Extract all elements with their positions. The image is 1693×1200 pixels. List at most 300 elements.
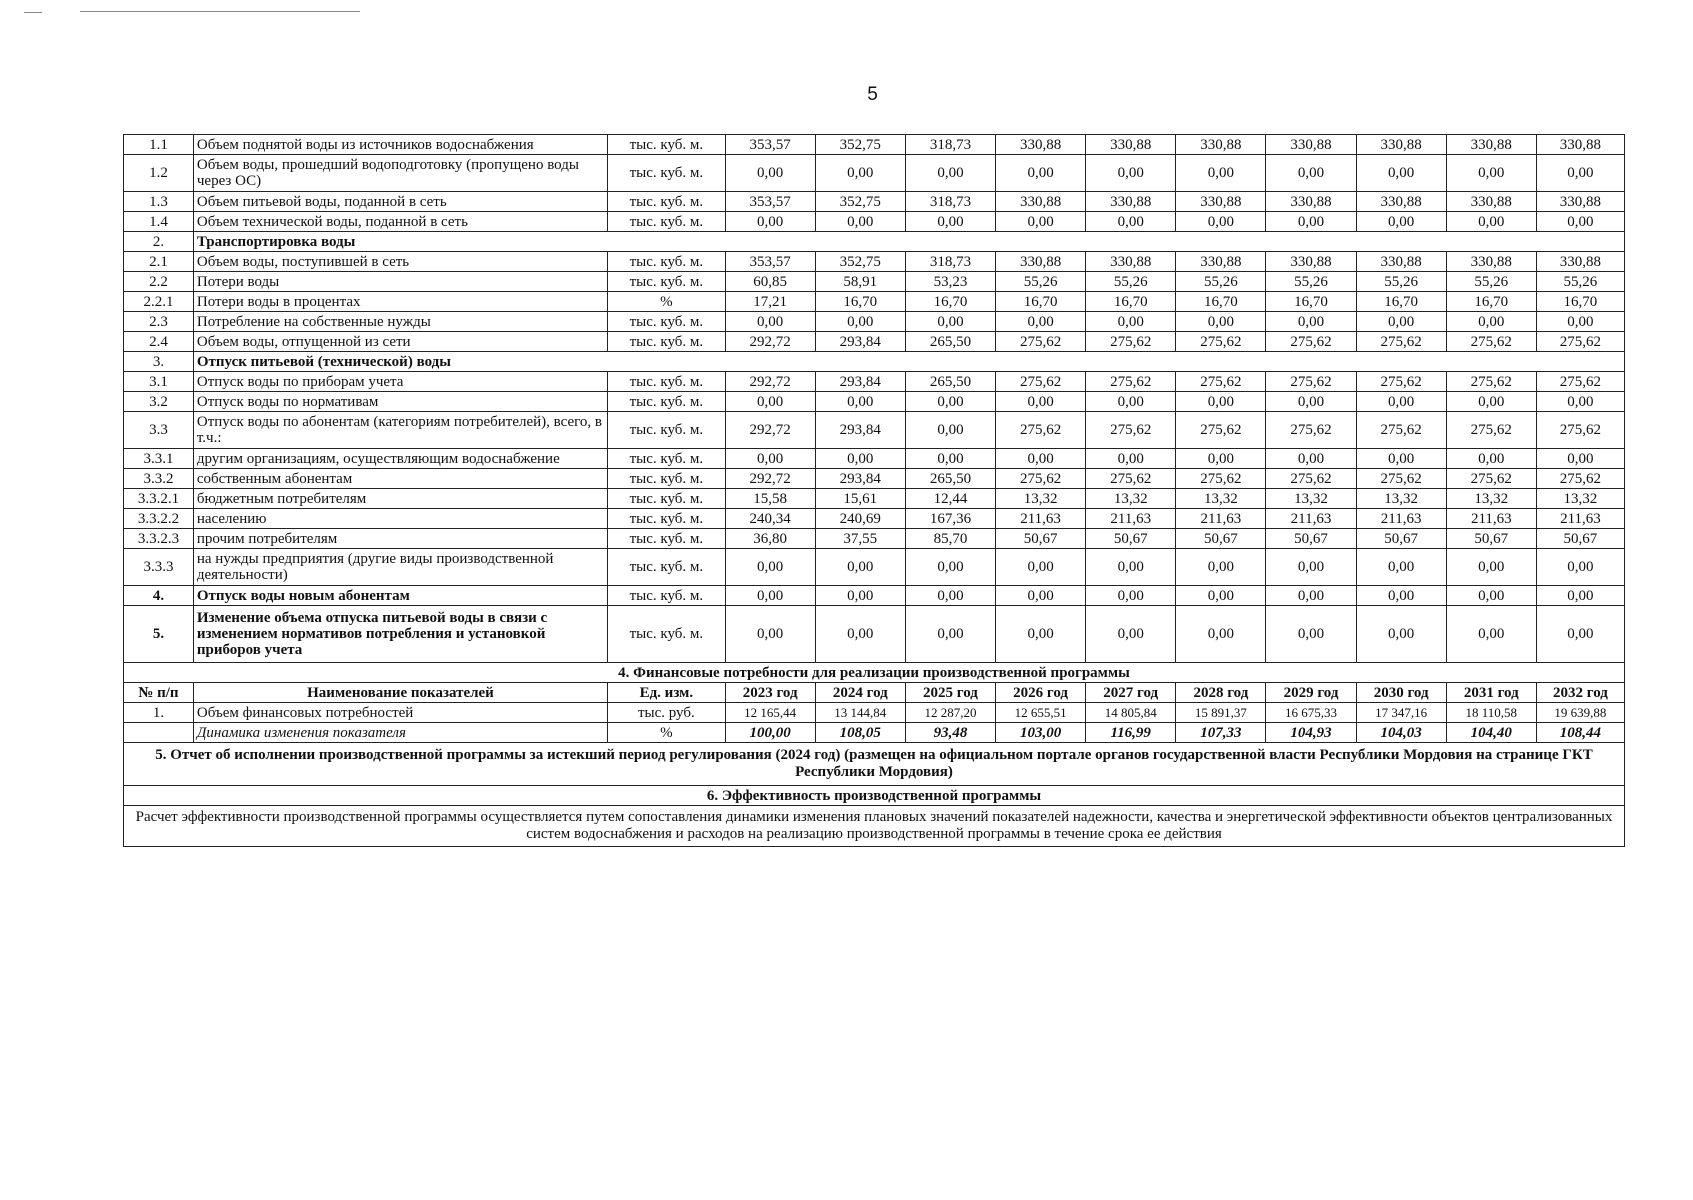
row-value: 0,00	[1446, 155, 1536, 192]
row-number: 2.1	[124, 252, 194, 272]
production-program-table	[123, 134, 1625, 847]
row-unit: тыс. куб. м.	[608, 155, 725, 192]
row-value: 107,33	[1176, 723, 1266, 743]
row-value: 0,00	[1356, 606, 1446, 663]
row-number: 1.2	[124, 155, 194, 192]
table-row	[124, 332, 1625, 352]
row-name: другим организациям, осуществляющим водоснабжение	[193, 449, 607, 469]
section-5-title: 5. Отчет об исполнении производственной программы за истекший период регулирования (2024 год) (размещен на официальном портале органов государственной власти Республики Мордовия на странице ГКТ Республики Мордовия)	[124, 743, 1625, 786]
row-name: населению	[193, 509, 607, 529]
row-value: 0,00	[1266, 606, 1356, 663]
row-value: 0,00	[1086, 606, 1176, 663]
row-value: 353,57	[725, 135, 815, 155]
row-value: 0,00	[1536, 392, 1624, 412]
row-value: 0,00	[1086, 549, 1176, 586]
row-number: 1.	[124, 703, 194, 723]
row-unit: тыс. куб. м.	[608, 272, 725, 292]
row-value: 292,72	[725, 372, 815, 392]
row-value: 275,62	[1446, 412, 1536, 449]
row-value: 0,00	[1266, 392, 1356, 412]
table-row	[124, 489, 1625, 509]
row-value: 330,88	[1266, 135, 1356, 155]
row-value: 275,62	[1266, 412, 1356, 449]
row-value: 16,70	[1446, 292, 1536, 312]
row-value: 104,40	[1446, 723, 1536, 743]
table-row	[124, 412, 1625, 449]
row-name: Потери воды в процентах	[193, 292, 607, 312]
row-value: 211,63	[1176, 509, 1266, 529]
row-unit: тыс. руб.	[608, 703, 725, 723]
row-value: 0,00	[1176, 312, 1266, 332]
row-value: 12 165,44	[725, 703, 815, 723]
row-value: 330,88	[1356, 192, 1446, 212]
row-value: 0,00	[1176, 606, 1266, 663]
row-value: 13,32	[1176, 489, 1266, 509]
row-number: 3.3.2.1	[124, 489, 194, 509]
row-value: 211,63	[1266, 509, 1356, 529]
row-value: 330,88	[1176, 192, 1266, 212]
row-name: Потребление на собственные нужды	[193, 312, 607, 332]
row-value: 211,63	[1536, 509, 1624, 529]
finance-section	[124, 663, 1625, 847]
table-body	[124, 135, 1625, 663]
row-value: 55,26	[1086, 272, 1176, 292]
row-value: 55,26	[1536, 272, 1624, 292]
row-name: Объем воды, отпущенной из сети	[193, 332, 607, 352]
row-value: 0,00	[1176, 212, 1266, 232]
row-value: 0,00	[1536, 312, 1624, 332]
row-value: 330,88	[1086, 135, 1176, 155]
row-value: 0,00	[815, 449, 905, 469]
row-value: 330,88	[1086, 192, 1176, 212]
row-value: 0,00	[1266, 212, 1356, 232]
table-row	[124, 606, 1625, 663]
row-value: 0,00	[1086, 155, 1176, 192]
row-value: 275,62	[1086, 332, 1176, 352]
row-name: Объем поднятой воды из источников водоснабжения	[193, 135, 607, 155]
row-number: 2.4	[124, 332, 194, 352]
row-value: 15,61	[815, 489, 905, 509]
row-value: 0,00	[815, 392, 905, 412]
row-unit: тыс. куб. м.	[608, 135, 725, 155]
row-value: 275,62	[996, 372, 1086, 392]
row-number: 3.3.2	[124, 469, 194, 489]
row-value: 0,00	[725, 549, 815, 586]
row-value: 0,00	[1446, 449, 1536, 469]
row-value: 100,00	[725, 723, 815, 743]
section-title: Транспортировка воды	[193, 232, 1624, 252]
header-year: 2029 год	[1266, 683, 1356, 703]
header-year: 2027 год	[1086, 683, 1176, 703]
row-number: 4.	[124, 586, 194, 606]
row-unit: тыс. куб. м.	[608, 489, 725, 509]
row-value: 0,00	[1176, 155, 1266, 192]
header-number: № п/п	[124, 683, 194, 703]
row-value: 50,67	[1266, 529, 1356, 549]
row-value: 0,00	[1266, 155, 1356, 192]
row-value: 330,88	[996, 192, 1086, 212]
row-value: 15 891,37	[1176, 703, 1266, 723]
row-value: 293,84	[815, 372, 905, 392]
row-value: 0,00	[996, 606, 1086, 663]
row-name: Отпуск воды по абонентам (категориям потребителей), всего, в т.ч.:	[193, 412, 607, 449]
row-value: 50,67	[1176, 529, 1266, 549]
header-year: 2024 год	[815, 683, 905, 703]
row-value: 0,00	[1176, 449, 1266, 469]
row-value: 330,88	[1536, 192, 1624, 212]
row-value: 104,93	[1266, 723, 1356, 743]
row-value: 352,75	[815, 135, 905, 155]
row-value: 330,88	[1266, 192, 1356, 212]
row-value: 0,00	[996, 212, 1086, 232]
row-number: 1.1	[124, 135, 194, 155]
row-value: 0,00	[1086, 312, 1176, 332]
row-number: 1.3	[124, 192, 194, 212]
row-value: 0,00	[905, 212, 995, 232]
row-value: 0,00	[996, 549, 1086, 586]
table-row	[124, 392, 1625, 412]
row-value: 353,57	[725, 252, 815, 272]
row-value: 0,00	[996, 586, 1086, 606]
section-row	[124, 352, 1625, 372]
row-name: Потери воды	[193, 272, 607, 292]
row-value: 16,70	[1356, 292, 1446, 312]
row-value: 85,70	[905, 529, 995, 549]
row-value: 16 675,33	[1266, 703, 1356, 723]
row-value: 275,62	[1536, 332, 1624, 352]
row-value: 318,73	[905, 135, 995, 155]
table-row	[124, 469, 1625, 489]
row-value: 0,00	[1536, 549, 1624, 586]
table-row	[124, 529, 1625, 549]
row-value: 0,00	[905, 549, 995, 586]
row-value: 275,62	[1536, 412, 1624, 449]
row-number: 3.3	[124, 412, 194, 449]
header-year: 2028 год	[1176, 683, 1266, 703]
row-value: 0,00	[1536, 212, 1624, 232]
table-row	[124, 292, 1625, 312]
row-unit: тыс. куб. м.	[608, 469, 725, 489]
row-value: 13,32	[1446, 489, 1536, 509]
row-value: 13,32	[1536, 489, 1624, 509]
row-value: 17 347,16	[1356, 703, 1446, 723]
header-unit: Ед. изм.	[608, 683, 725, 703]
row-value: 292,72	[725, 469, 815, 489]
row-value: 0,00	[1446, 549, 1536, 586]
row-number: 1.4	[124, 212, 194, 232]
row-value: 330,88	[1446, 252, 1536, 272]
header-year: 2030 год	[1356, 683, 1446, 703]
row-value: 0,00	[905, 155, 995, 192]
row-unit: %	[608, 723, 725, 743]
row-value: 55,26	[1176, 272, 1266, 292]
row-number: 3.1	[124, 372, 194, 392]
table-row	[124, 509, 1625, 529]
row-value: 58,91	[815, 272, 905, 292]
row-value: 330,88	[996, 252, 1086, 272]
row-value: 211,63	[1356, 509, 1446, 529]
section-4-title: 4. Финансовые потребности для реализации производственной программы	[124, 663, 1625, 683]
row-number: 3.3.2.3	[124, 529, 194, 549]
row-value: 275,62	[996, 332, 1086, 352]
row-name: бюджетным потребителям	[193, 489, 607, 509]
row-value: 0,00	[1356, 549, 1446, 586]
row-value: 0,00	[905, 312, 995, 332]
row-value: 0,00	[725, 392, 815, 412]
row-value: 108,44	[1536, 723, 1624, 743]
row-value: 275,62	[1086, 469, 1176, 489]
row-value: 16,70	[815, 292, 905, 312]
row-value: 275,62	[1356, 412, 1446, 449]
row-value: 12 655,51	[996, 703, 1086, 723]
table-row	[124, 449, 1625, 469]
row-value: 330,88	[1356, 135, 1446, 155]
row-value: 50,67	[1536, 529, 1624, 549]
row-value: 16,70	[996, 292, 1086, 312]
row-value: 0,00	[996, 392, 1086, 412]
row-value: 275,62	[1356, 332, 1446, 352]
row-unit: тыс. куб. м.	[608, 412, 725, 449]
row-name: Отпуск воды по приборам учета	[193, 372, 607, 392]
row-value: 55,26	[996, 272, 1086, 292]
row-value: 353,57	[725, 192, 815, 212]
row-value: 275,62	[996, 469, 1086, 489]
row-value: 265,50	[905, 469, 995, 489]
row-value: 265,50	[905, 332, 995, 352]
row-unit: тыс. куб. м.	[608, 192, 725, 212]
row-value: 18 110,58	[1446, 703, 1536, 723]
row-value: 0,00	[815, 606, 905, 663]
header-year: 2032 год	[1536, 683, 1624, 703]
row-value: 0,00	[725, 449, 815, 469]
row-value: 330,88	[1446, 135, 1536, 155]
row-number: 2.	[124, 232, 194, 252]
row-value: 330,88	[1356, 252, 1446, 272]
row-number: 3.2	[124, 392, 194, 412]
row-name: собственным абонентам	[193, 469, 607, 489]
row-value: 0,00	[905, 392, 995, 412]
row-value: 60,85	[725, 272, 815, 292]
section-title: Отпуск питьевой (технической) воды	[193, 352, 1624, 372]
row-value: 211,63	[1446, 509, 1536, 529]
row-value: 318,73	[905, 192, 995, 212]
row-value: 12 287,20	[905, 703, 995, 723]
row-number: 3.	[124, 352, 194, 372]
row-value: 167,36	[905, 509, 995, 529]
row-unit: %	[608, 292, 725, 312]
row-value: 0,00	[905, 586, 995, 606]
row-value: 50,67	[1086, 529, 1176, 549]
row-value: 0,00	[1086, 449, 1176, 469]
row-value: 0,00	[1536, 449, 1624, 469]
row-value: 275,62	[1356, 372, 1446, 392]
row-value: 0,00	[1356, 155, 1446, 192]
row-value: 19 639,88	[1536, 703, 1624, 723]
row-value: 352,75	[815, 252, 905, 272]
row-value: 352,75	[815, 192, 905, 212]
row-value: 275,62	[1266, 372, 1356, 392]
row-value: 0,00	[1266, 549, 1356, 586]
row-value: 0,00	[905, 449, 995, 469]
row-value: 275,62	[1266, 332, 1356, 352]
row-value: 50,67	[1356, 529, 1446, 549]
table-row	[124, 312, 1625, 332]
header-year: 2025 год	[905, 683, 995, 703]
row-number: 2.2	[124, 272, 194, 292]
row-unit: тыс. куб. м.	[608, 312, 725, 332]
row-value: 17,21	[725, 292, 815, 312]
row-value: 108,05	[815, 723, 905, 743]
row-number: 2.2.1	[124, 292, 194, 312]
header-year: 2026 год	[996, 683, 1086, 703]
section-6-title: 6. Эффективность производственной программы	[124, 786, 1625, 806]
row-value: 265,50	[905, 372, 995, 392]
row-name: Отпуск воды новым абонентам	[193, 586, 607, 606]
row-value: 13,32	[1356, 489, 1446, 509]
row-value: 16,70	[1176, 292, 1266, 312]
row-value: 36,80	[725, 529, 815, 549]
row-unit: тыс. куб. м.	[608, 372, 725, 392]
row-value: 0,00	[1536, 606, 1624, 663]
row-value: 0,00	[1176, 392, 1266, 412]
row-name: Объем финансовых потребностей	[193, 703, 607, 723]
row-value: 0,00	[1356, 449, 1446, 469]
row-value: 330,88	[1266, 252, 1356, 272]
row-value: 275,62	[1446, 469, 1536, 489]
row-value: 0,00	[996, 312, 1086, 332]
row-value: 292,72	[725, 332, 815, 352]
row-value: 330,88	[996, 135, 1086, 155]
section-row	[124, 232, 1625, 252]
row-value: 0,00	[815, 155, 905, 192]
row-name: на нужды предприятия (другие виды производственной деятельности)	[193, 549, 607, 586]
row-value: 0,00	[1446, 392, 1536, 412]
row-name: Объем воды, прошедший водоподготовку (пропущено воды через ОС)	[193, 155, 607, 192]
row-value: 16,70	[1086, 292, 1176, 312]
row-value: 15,58	[725, 489, 815, 509]
row-number: 3.3.1	[124, 449, 194, 469]
row-unit: тыс. куб. м.	[608, 509, 725, 529]
table-row	[124, 135, 1625, 155]
row-number: 3.3.3	[124, 549, 194, 586]
row-value: 53,23	[905, 272, 995, 292]
row-value: 0,00	[905, 412, 995, 449]
finance-row	[124, 703, 1625, 723]
header-name: Наименование показателей	[193, 683, 607, 703]
row-value: 0,00	[1086, 392, 1176, 412]
row-value: 330,88	[1536, 135, 1624, 155]
row-name: Динамика изменения показателя	[193, 723, 607, 743]
row-value: 275,62	[1176, 332, 1266, 352]
row-value: 0,00	[1176, 549, 1266, 586]
table-row	[124, 372, 1625, 392]
row-name: прочим потребителям	[193, 529, 607, 549]
row-value: 0,00	[1446, 586, 1536, 606]
row-value: 275,62	[1176, 469, 1266, 489]
header-year: 2031 год	[1446, 683, 1536, 703]
row-unit: тыс. куб. м.	[608, 252, 725, 272]
row-value: 14 805,84	[1086, 703, 1176, 723]
row-value: 0,00	[725, 312, 815, 332]
row-value: 293,84	[815, 469, 905, 489]
row-value: 0,00	[1356, 392, 1446, 412]
row-value: 16,70	[905, 292, 995, 312]
row-unit: тыс. куб. м.	[608, 586, 725, 606]
row-value: 330,88	[1176, 252, 1266, 272]
row-value: 330,88	[1536, 252, 1624, 272]
row-value: 0,00	[1446, 312, 1536, 332]
row-value: 13 144,84	[815, 703, 905, 723]
row-value: 55,26	[1266, 272, 1356, 292]
row-value: 12,44	[905, 489, 995, 509]
row-value: 0,00	[725, 155, 815, 192]
row-value: 275,62	[1536, 372, 1624, 392]
row-value: 275,62	[1086, 372, 1176, 392]
row-value: 55,26	[1356, 272, 1446, 292]
table-row	[124, 212, 1625, 232]
row-value: 330,88	[1176, 135, 1266, 155]
page-number: 5	[867, 84, 878, 105]
table-row	[124, 272, 1625, 292]
row-value: 55,26	[1446, 272, 1536, 292]
row-name: Изменение объема отпуска питьевой воды в связи с изменением нормативов потребления и установкой приборов учета	[193, 606, 607, 663]
row-value: 275,62	[1536, 469, 1624, 489]
row-value: 275,62	[1176, 372, 1266, 392]
row-value: 275,62	[996, 412, 1086, 449]
row-value: 292,72	[725, 412, 815, 449]
row-unit: тыс. куб. м.	[608, 529, 725, 549]
row-value: 0,00	[905, 606, 995, 663]
row-number: 5.	[124, 606, 194, 663]
row-value: 275,62	[1446, 332, 1536, 352]
row-number	[124, 723, 194, 743]
row-value: 0,00	[725, 606, 815, 663]
scan-line	[24, 12, 42, 13]
row-value: 211,63	[1086, 509, 1176, 529]
row-value: 0,00	[996, 449, 1086, 469]
row-value: 240,34	[725, 509, 815, 529]
dynamics-row	[124, 723, 1625, 743]
table-row	[124, 586, 1625, 606]
row-value: 275,62	[1446, 372, 1536, 392]
row-value: 0,00	[1086, 212, 1176, 232]
row-value: 275,62	[1176, 412, 1266, 449]
row-value: 0,00	[1356, 312, 1446, 332]
row-name: Объем технической воды, поданной в сеть	[193, 212, 607, 232]
row-value: 293,84	[815, 332, 905, 352]
row-value: 0,00	[815, 212, 905, 232]
row-value: 0,00	[1446, 606, 1536, 663]
row-value: 104,03	[1356, 723, 1446, 743]
row-value: 0,00	[815, 549, 905, 586]
row-value: 240,69	[815, 509, 905, 529]
row-value: 0,00	[1356, 586, 1446, 606]
row-value: 293,84	[815, 412, 905, 449]
section-6-text: Расчет эффективности производственной программы осуществляется путем сопоставления динамики изменения плановых значений показателей надежности, качества и энергетической эффективности объектов централизованных систем водоснабжения и расходов на реализацию производственной программы в течение срока ее действия	[124, 806, 1625, 847]
row-value: 13,32	[1266, 489, 1356, 509]
row-value: 0,00	[1266, 586, 1356, 606]
row-value: 0,00	[1536, 586, 1624, 606]
row-value: 0,00	[1356, 212, 1446, 232]
table-row	[124, 155, 1625, 192]
row-value: 330,88	[1446, 192, 1536, 212]
row-value: 0,00	[1536, 155, 1624, 192]
row-unit: тыс. куб. м.	[608, 212, 725, 232]
row-value: 0,00	[1086, 586, 1176, 606]
table-row	[124, 549, 1625, 586]
row-value: 50,67	[1446, 529, 1536, 549]
table-row	[124, 252, 1625, 272]
